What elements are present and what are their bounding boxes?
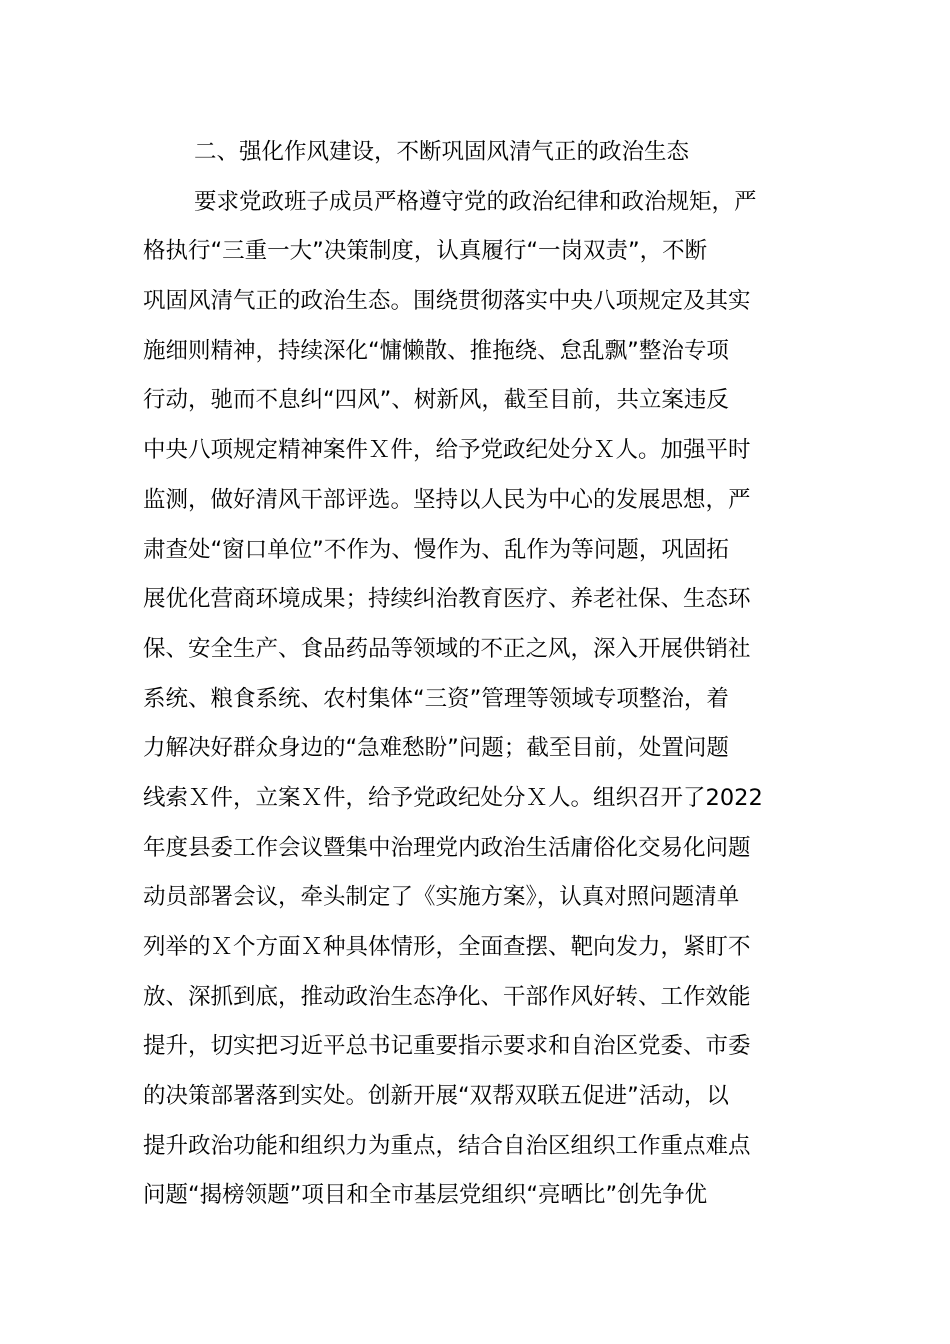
paragraph-line: 力解决好群众身边的“急难愁盼”问题；截至目前，处置问题: [143, 735, 729, 762]
paragraph-line: 中央八项规定精神案件Ｘ件，给予党政纪处分Ｘ人。加强平时: [143, 437, 751, 464]
paragraph-line: 行动，驰而不息纠“四风”、树新风，截至目前，共立案违反: [143, 387, 729, 414]
section-heading: 二、强化作风建设，不断巩固风清气正的政治生态: [194, 139, 690, 165]
paragraph-line: 提升政治功能和组织力为重点，结合自治区组织工作重点难点: [143, 1132, 751, 1159]
paragraph-line: 动员部署会议，牵头制定了《实施方案》，认真对照问题清单: [143, 884, 740, 911]
paragraph-line: 的决策部署落到实处。创新开展“双帮双联五促进”活动，以: [143, 1083, 729, 1110]
paragraph-line: 问题“揭榜领题”项目和全市基层党组织“亮晒比”创先争优: [143, 1182, 708, 1209]
paragraph-line: 监测，做好清风干部评选。坚持以人民为中心的发展思想，严: [143, 486, 751, 513]
paragraph-line: 巩固风清气正的政治生态。围绕贯彻落实中央八项规定及其实: [143, 288, 751, 315]
paragraph-line: 提升，切实把习近平总书记重要指示要求和自治区党委、市委: [143, 1033, 751, 1060]
paragraph-line: 系统、粮食系统、农村集体“三资”管理等领域专项整治，着: [143, 685, 729, 712]
paragraph-line: 施细则精神，持续深化“慵懒散、推拖绕、怠乱飘”整治专项: [143, 337, 729, 364]
paragraph-line: 保、安全生产、食品药品等领域的不正之风，深入开展供销社: [143, 635, 751, 662]
paragraph-line: 肃查处“窗口单位”不作为、慢作为、乱作为等问题，巩固拓: [143, 536, 729, 563]
document-body: [143, 128, 823, 1221]
paragraph-line: 要求党政班子成员严格遵守党的政治纪律和政治规矩，严: [194, 188, 757, 215]
paragraph-line: 放、深抓到底，推动政治生态净化、干部作风好转、工作效能: [143, 983, 751, 1010]
paragraph-line: 展优化营商环境成果；持续纠治教育医疗、养老社保、生态环: [143, 586, 751, 613]
paragraph-line: 列举的Ｘ个方面Ｘ种具体情形，全面查摆、靶向发力，紧盯不: [143, 934, 751, 960]
paragraph-line: 线索Ｘ件，立案Ｘ件，给予党政纪处分Ｘ人。组织召开了2022: [143, 784, 763, 811]
paragraph-line: 格执行“三重一大”决策制度，认真履行“一岗双责”，不断: [143, 238, 708, 265]
paragraph-line: 年度县委工作会议暨集中治理党内政治生活庸俗化交易化问题: [143, 834, 751, 861]
